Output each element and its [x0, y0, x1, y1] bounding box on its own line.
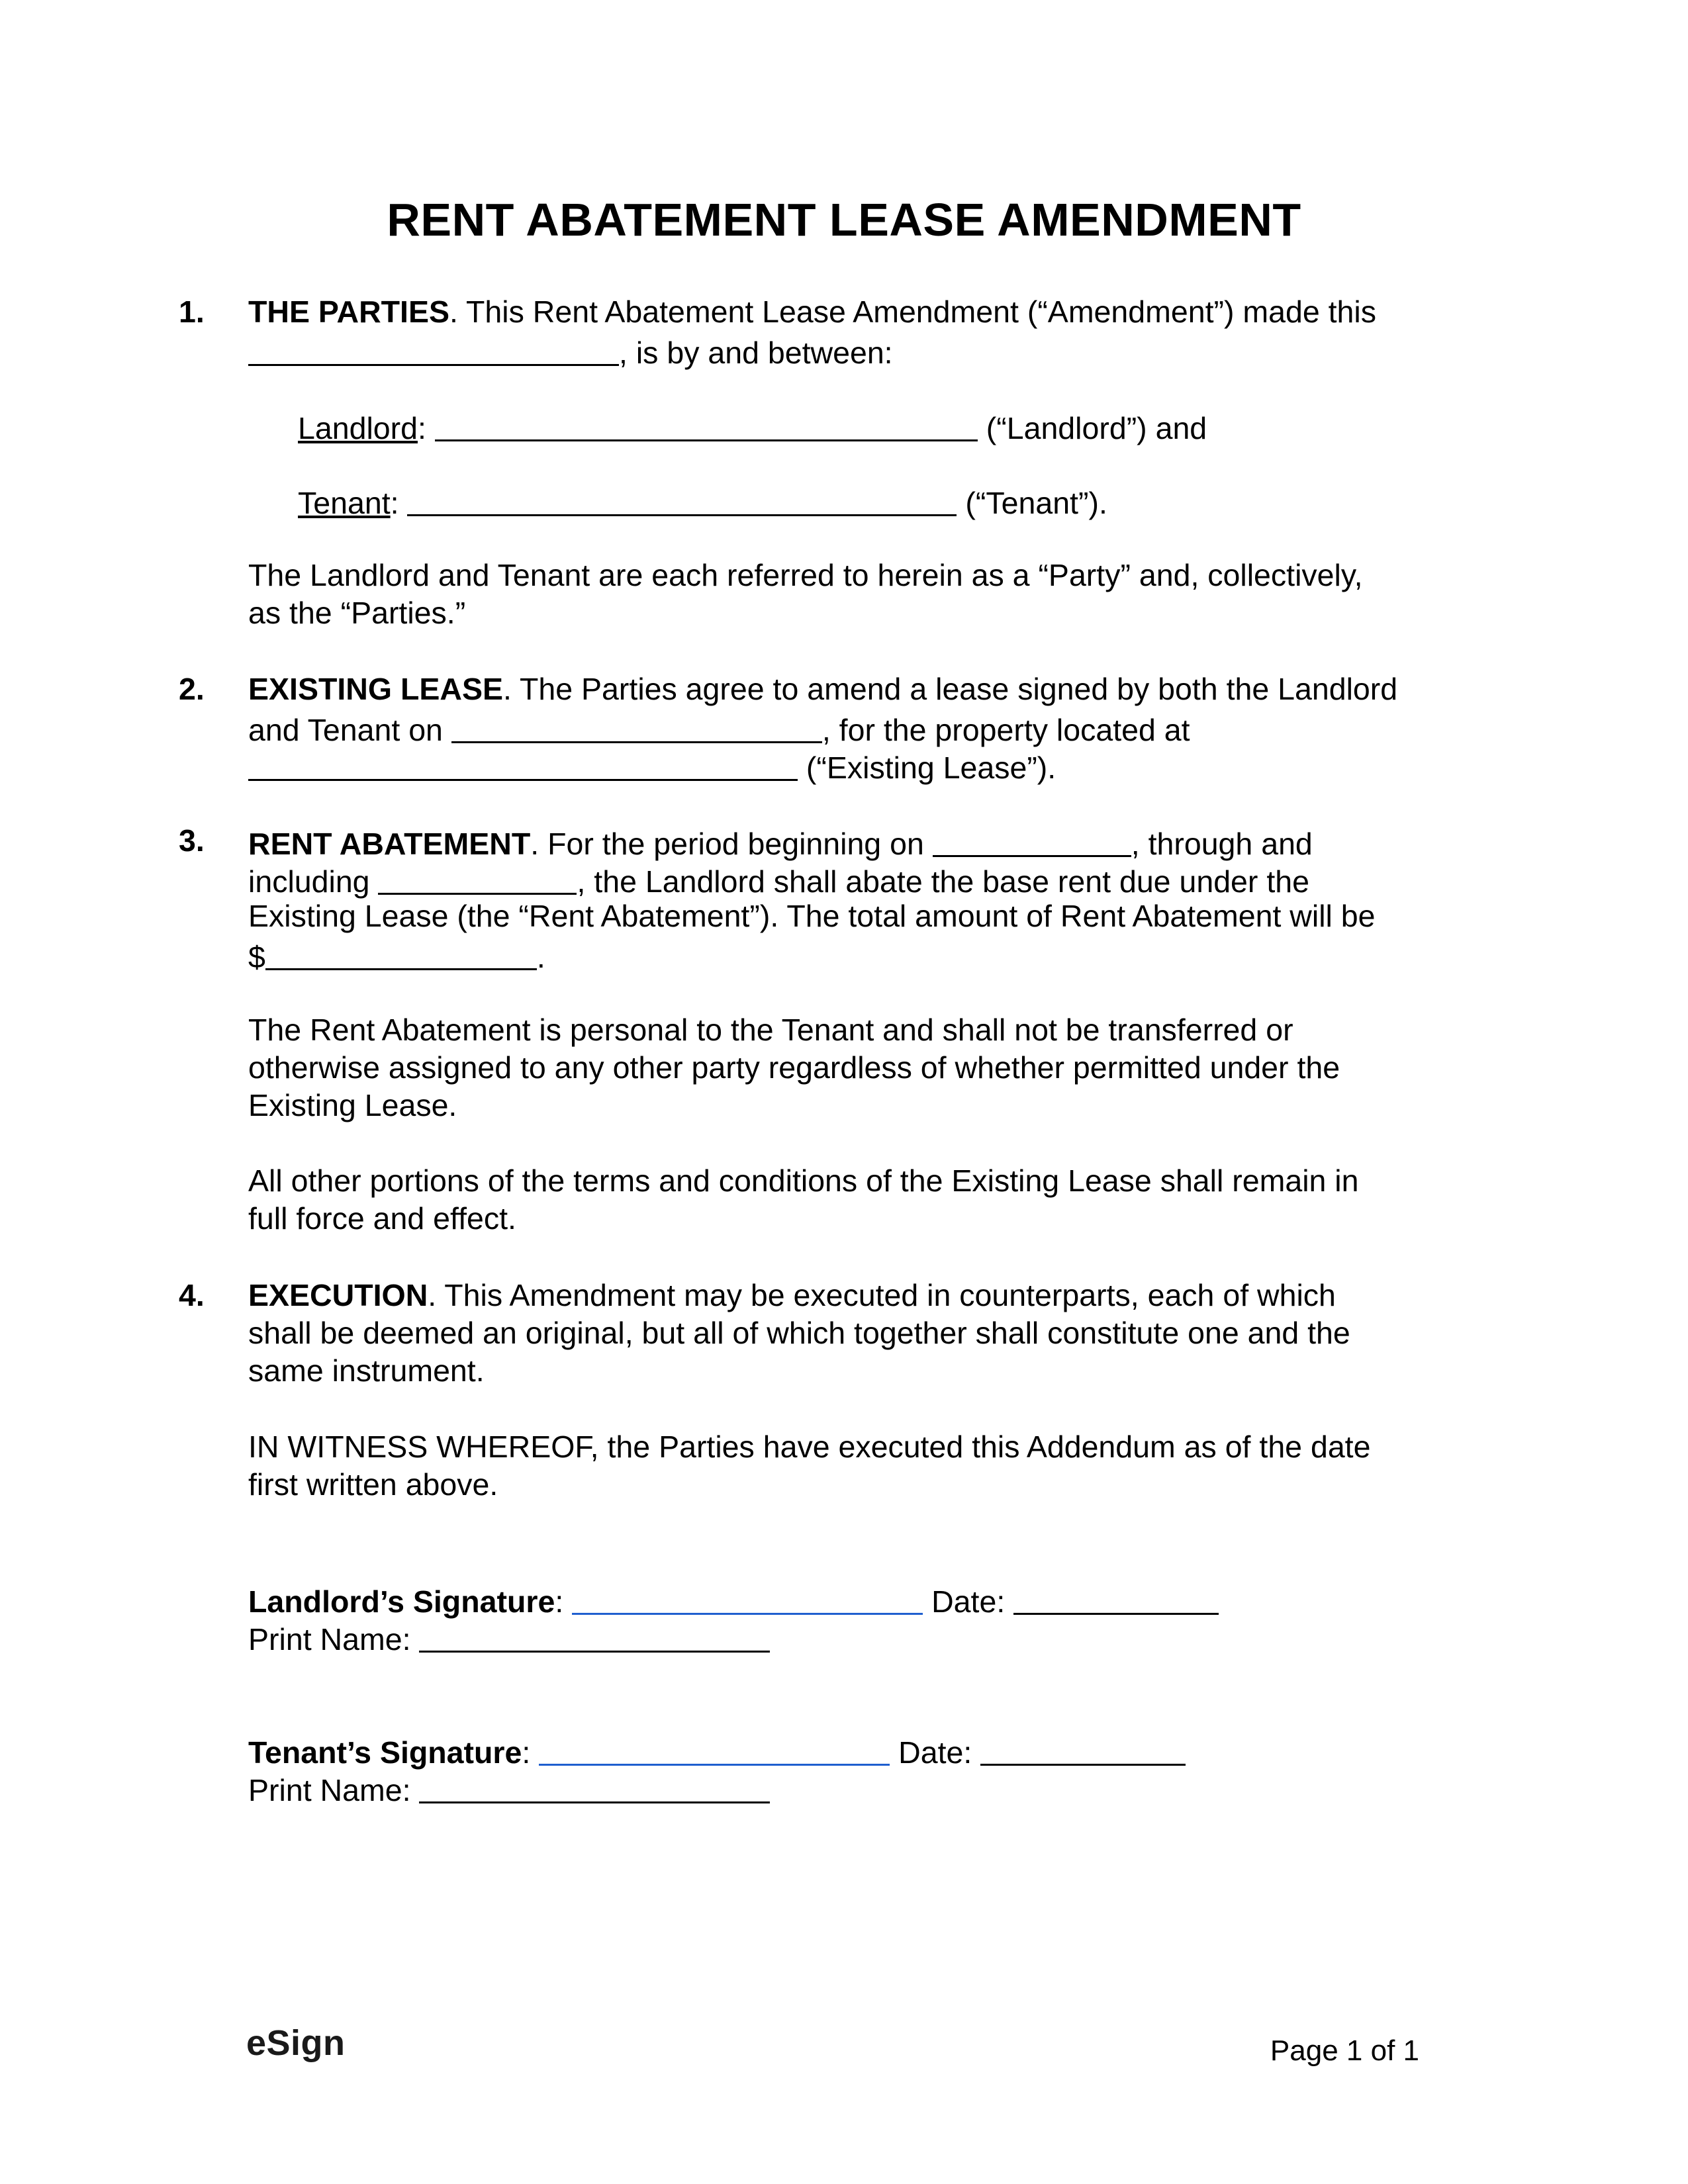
section-heading: RENT ABATEMENT [248, 827, 531, 861]
landlord-name-field[interactable] [435, 409, 978, 441]
section-heading: EXISTING LEASE [248, 672, 503, 706]
landlord-signature-label: Landlord’s Signature [248, 1584, 555, 1619]
period-end-field[interactable] [378, 862, 577, 895]
section-number: 1. [179, 295, 205, 329]
landlord-signature-field[interactable] [572, 1582, 923, 1615]
tenant-date-field[interactable] [980, 1733, 1186, 1766]
landlord-print-name-row: Print Name: [248, 1617, 770, 1659]
landlord-print-name-field[interactable] [419, 1620, 770, 1653]
personal-clause: The Rent Abatement is personal to the Tenant and shall not be transferred or otherwise assigned to any other party regardless of whether permitted under the Existing Lease. [248, 1013, 1340, 1122]
landlord-signature-row: Landlord’s Signature: Date: [248, 1580, 1219, 1621]
esign-logo: eSign [246, 2023, 346, 2063]
amendment-date-field[interactable] [248, 334, 619, 366]
tenant-label: Tenant [298, 486, 391, 520]
period-start-field[interactable] [933, 825, 1131, 857]
tenant-signature-row: Tenant’s Signature: Date: [248, 1731, 1186, 1772]
landlord-label: Landlord [298, 411, 418, 445]
landlord-line: Landlord: (“Landlord”) and [298, 406, 1489, 447]
tenant-signature-label: Tenant’s Signature [248, 1735, 522, 1770]
abatement-amount-field[interactable] [265, 938, 537, 970]
date-label: Date: [898, 1735, 972, 1770]
tenant-print-name-row: Print Name: [248, 1768, 770, 1809]
landlord-date-field[interactable] [1013, 1582, 1219, 1615]
section-heading: EXECUTION [248, 1278, 428, 1312]
tenant-signature-field[interactable] [539, 1733, 890, 1766]
lease-date-field[interactable] [451, 711, 822, 743]
remaining-terms-clause: All other portions of the terms and conditions of the Existing Lease shall remain in full force and effect. [248, 1163, 1359, 1236]
tenant-print-name-field[interactable] [419, 1771, 770, 1803]
witness-clause: IN WITNESS WHEREOF, the Parties have executed this Addendum as of the date first written above. [248, 1430, 1371, 1502]
parties-definition: The Landlord and Tenant are each referred to herein as a “Party” and, collectively, as the “Parties.” [248, 558, 1363, 630]
page-number: Page 1 of 1 [1270, 2034, 1419, 2067]
document-title: RENT ABATEMENT LEASE AMENDMENT [387, 194, 1301, 246]
date-label: Date: [931, 1584, 1006, 1619]
property-address-field[interactable] [248, 749, 798, 781]
tenant-line: Tenant: (“Tenant”). [298, 481, 1489, 522]
section-heading: THE PARTIES [248, 295, 449, 329]
tenant-name-field[interactable] [407, 484, 957, 516]
section-text: . This Rent Abatement Lease Amendment (“Amendment”) made this [449, 295, 1376, 329]
